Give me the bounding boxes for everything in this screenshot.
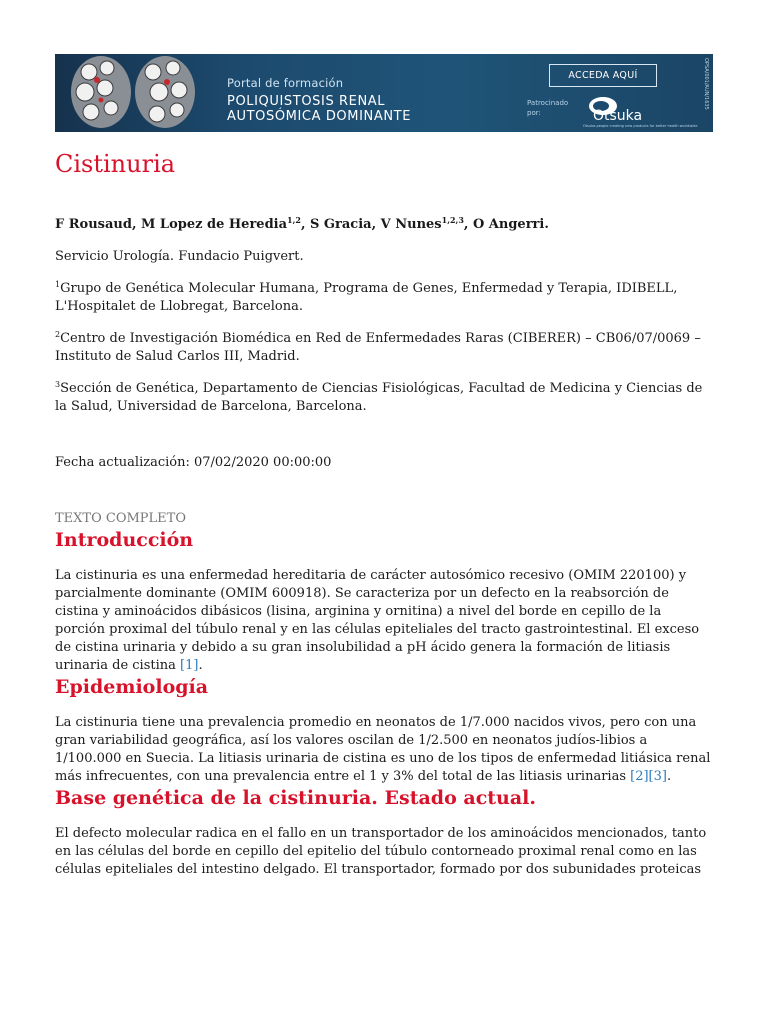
section-paragraph xyxy=(55,567,715,675)
paragraph-text: El defecto molecular radica en el fallo en un transportador de los aminoácidos mencionados, tanto en las células del borde en cepillo del epitelio del túbulo contorneado proximal renal como en las células epiteliales del intestino delgado. El transportador, formado por dos subunidades proteicas xyxy=(55,826,707,877)
banner-title-line2: AUTOSÓMICA DOMINANTE xyxy=(227,109,412,124)
affiliation-sup: 3 xyxy=(55,380,61,389)
authors-sup1: 1,2 xyxy=(287,215,301,225)
affiliation xyxy=(55,280,715,316)
sponsor-name: Otsuka xyxy=(593,108,643,124)
affiliation-text: Centro de Investigación Biomédica en Red de Enfermedades Raras (CIBERER) – CB06/07/0069 – Instituto de Salud Carlos III, Madrid. xyxy=(55,331,701,364)
affiliation xyxy=(55,248,715,266)
affiliation-text: Sección de Genética, Departamento de Ciencias Fisiológicas, Facultad de Medicina y Ciencias de la Salud, Universidad de Barcelona, Barcelona. xyxy=(55,381,703,414)
sponsor-banner[interactable] xyxy=(55,54,713,132)
affiliation-text: Grupo de Genética Molecular Humana, Programa de Genes, Enfermedad y Terapia, IDIBELL, L'Hospitalet de Llobregat, Barcelona. xyxy=(55,281,678,314)
affiliation xyxy=(55,380,715,416)
update-date: Fecha actualización: 07/02/2020 00:00:00 xyxy=(55,455,332,470)
paragraph-tail: . xyxy=(666,769,672,784)
article-title: Cistinuria xyxy=(55,150,176,178)
banner-title xyxy=(227,94,411,124)
authors-part1: F Rousaud, M Lopez de Heredia xyxy=(55,217,288,232)
author-list xyxy=(55,216,715,234)
article xyxy=(55,150,715,879)
section-paragraph xyxy=(55,825,715,879)
affiliation xyxy=(55,330,715,366)
authors-part2: , S Gracia, V Nunes xyxy=(300,217,442,232)
banner-title-line1: POLIQUISTOSIS RENAL xyxy=(227,94,386,109)
section-heading-epidemiologia: Epidemiología xyxy=(55,676,209,698)
banner-subtitle: Portal de formación xyxy=(227,76,344,90)
affiliation-sup: 1 xyxy=(55,280,61,289)
paragraph-text: La cistinuria es una enfermedad hereditaria de carácter autosómico recesivo (OMIM 220100) y parcialmente dominante (OMIM 600918). Se caracteriza por un defecto en la reabsorción de cistina y aminoácidos dibásicos (lisina, arginina y ornitina) a nivel del borde en cepillo de la porción proximal del túbulo renal y en las células epiteliales del tracto gastrointestinal. El exceso de cistina urinaria y debido a su gran insolubilidad a pH ácido genera la formación de litiasis urinaria de cistina xyxy=(55,568,700,673)
section-heading-introduccion: Introducción xyxy=(55,529,194,551)
sponsor-tagline: Otsuka-people creating new products for better health worldwide xyxy=(583,124,698,128)
affiliation-sup: 2 xyxy=(55,330,61,339)
reference-link[interactable]: [1] xyxy=(180,658,199,673)
sponsor-label: Patrocinado por: xyxy=(527,99,569,117)
authors-part3: , O Angerri. xyxy=(463,217,549,232)
kidney-clock-illustration xyxy=(61,54,211,132)
reference-link[interactable]: [2] xyxy=(630,769,649,784)
section-paragraph xyxy=(55,714,715,786)
affiliation-text: Servicio Urología. Fundacio Puigvert. xyxy=(55,249,304,264)
section-heading-base-genetica: Base genética de la cistinuria. Estado actual. xyxy=(55,787,536,809)
authors-sup2: 1,2,3 xyxy=(441,215,464,225)
full-text-label: TEXTO COMPLETO xyxy=(55,511,186,526)
reference-link[interactable]: [3] xyxy=(648,769,667,784)
access-button[interactable]: ACCEDA AQUÍ xyxy=(549,64,657,87)
paragraph-tail: . xyxy=(198,658,203,673)
paragraph-text: La cistinuria tiene una prevalencia promedio en neonatos de 1/7.000 nacidos vivos, pero con una gran variabilidad geográfica, así los valores oscilan de 1/2.500 en neonatos judíos-libios a 1/100.000 en Suecia. La litiasis urinaria de cistina es uno de los tipos de enfermedad litiásica renal más infrecuentes, con una prevalencia entre el 1 y 3% del total de las litiasis urinarias xyxy=(55,715,711,784)
banner-code: OPSA/001/AUN/1635 xyxy=(703,58,709,110)
